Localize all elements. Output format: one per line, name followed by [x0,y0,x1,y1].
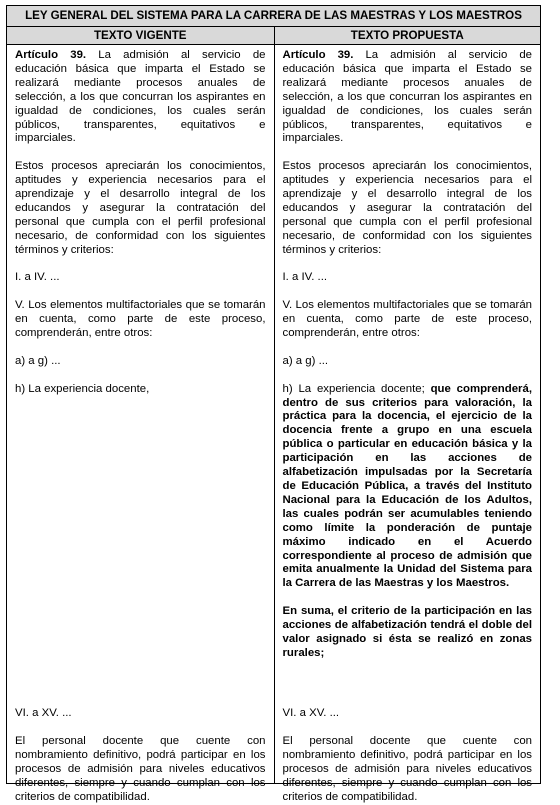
inciso-h-addition: que comprenderá, dentro de sus criterios para valoración, la práctica para la docencia, el ejercicio de la docencia frente a grupo en una escuela pública o particular en educación básica y la participación en las acciones de alfabetización impulsadas por la Secretaría de Educación Pública, a través del Instituto Nacional para la Educación de los Adultos, las cuales podrán ser acumulables teniendo como límite la ponderación de puntaje máximo indicado en el Acuerdo correspondiente al proceso de admisión que emita anualmente la Unidad del Sistema para la Carrera de las Maestras y los Maestros. [282,382,532,590]
paragraph-fraction-v: V. Los elementos multifactoriales que se tomarán en cuenta, como parte de este proceso, comprenderán, entre otros: [15,299,266,340]
paragraph-criteria: Estos procesos apreciarán los conocimientos, aptitudes y experiencia necesarios para el aprendizaje y el desarrollo integral de los educandos y asegurar la contratación del personal que cumpla con el perfil profesional necesario, de conformidad con los siguientes términos y criterios: [282,160,532,256]
article-label: Artículo 39. [15,49,87,61]
column-vigente [7,45,274,803]
article-text: La admisión al servicio de educación básica que imparta el Estado se realizará mediante procesos anuales de selección, a los que concurran los aspirantes en igualdad de condiciones, los cuales serán públicos, transparentes, equitativos e imparciales. [282,49,532,145]
column-header-propuesta: TEXTO PROPUESTA [274,27,541,44]
article-paragraph [15,49,266,146]
inciso-h-plain: h) La experiencia docente; [282,382,431,395]
paragraph-incisos-a-g: a) a g) ... [15,354,61,367]
paragraph-fraction-v: V. Los elementos multifactoriales que se tomarán en cuenta, como parte de este proceso, comprenderán, entre otros: [282,299,532,340]
paragraph-inciso-h [283,383,533,592]
paragraph-fractions-i-iv: I. a IV. ... [15,271,60,284]
paragraph-fractions-i-iv: I. a IV. ... [282,271,328,284]
body-row [7,45,540,803]
paragraph-personal-docente: El personal docente que cuente con nombramiento definitivo, podrá participar en los procesos de admisión para niveles educativos diferentes, siempre y cuando cumplan con los criterios de compatibilidad. [15,735,266,803]
article-text: La admisión al servicio de educación básica que imparta el Estado se realizará mediante procesos anuales de selección, a los que concurran los aspirantes en igualdad de condiciones, los cuales serán públicos, transparentes, equitativos e imparciales. [15,49,266,145]
article-label: Artículo 39. [282,49,354,61]
paragraph-fractions-vi-xv: VI. a XV. ... [15,707,72,719]
paragraph-incisos-a-g: a) a g) ... [282,354,329,367]
column-header-vigente: TEXTO VIGENTE [7,27,274,44]
paragraph-personal-docente: El personal docente que cuente con nombramiento definitivo, podrá participar en los procesos de admisión para niveles educativos diferentes, siempre y cuando cumplan con los criterios de compatibilidad. [282,735,532,803]
header-row [7,27,540,45]
paragraph-inciso-h: h) La experiencia docente, [15,382,150,395]
table-title: LEY GENERAL DEL SISTEMA PARA LA CARRERA DE LAS MAESTRAS Y LOS MAESTROS [7,6,540,27]
paragraph-criteria: Estos procesos apreciarán los conocimientos, aptitudes y experiencia necesarios para el aprendizaje y el desarrollo integral de los educandos y asegurar la contratación del personal que cumpla con el perfil profesional necesario, de conformidad con los siguientes términos y criterios: [15,160,266,256]
article-paragraph [283,49,533,146]
paragraph-rural-criterion: En suma, el criterio de la participación en las acciones de alfabetización tendrá el doble del valor asignado si ésta se realizó en zonas rurales; [282,605,532,659]
paragraph-fractions-vi-xv: VI. a XV. ... [282,707,340,719]
column-propuesta [274,45,541,803]
comparison-table [6,5,541,803]
